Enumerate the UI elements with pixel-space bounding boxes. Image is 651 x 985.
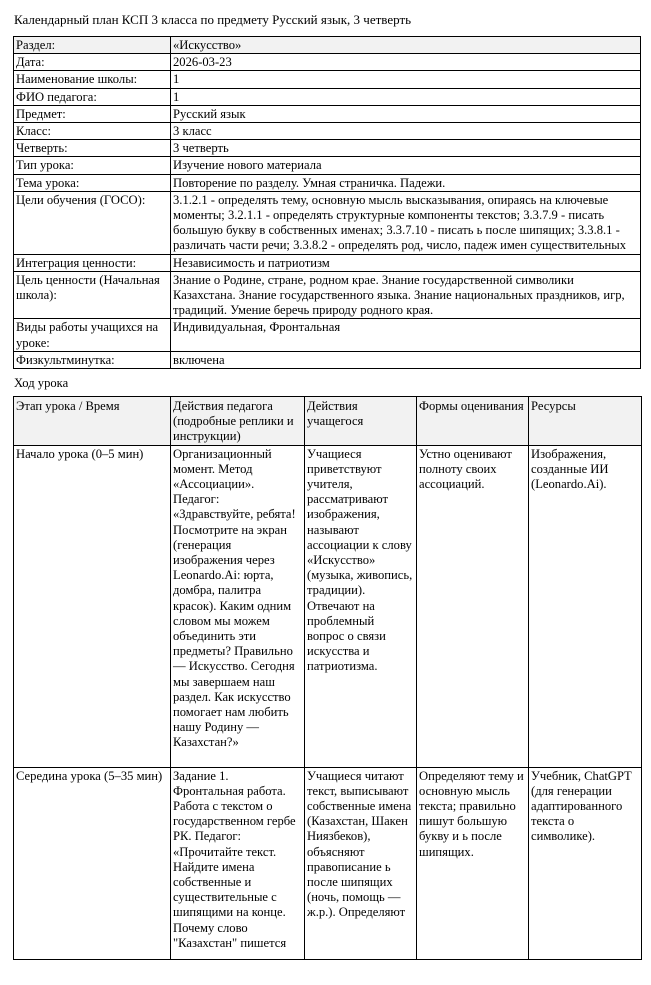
student-cell: Учащиеся читают текст, выписывают собственные имена (Казахстан, Шакен Ниязбеков), объясняют правописание ь после шипящих (ночь, помощь — ж.р.). Определяют <box>305 767 417 959</box>
info-value: Индивидуальная, Фронтальная <box>171 319 641 351</box>
info-label: Цели обучения (ГОСО): <box>14 191 171 254</box>
info-label: Физкультминутка: <box>14 351 171 368</box>
info-label: Четверть: <box>14 140 171 157</box>
header-resources: Ресурсы <box>529 397 642 446</box>
info-label: Дата: <box>14 54 171 71</box>
lesson-progress-heading: Ход урока <box>14 376 69 390</box>
info-label: Тема урока: <box>14 174 171 191</box>
resources-cell: Учебник, ChatGPT (для генерации адаптированного текста о символике). <box>529 767 642 959</box>
info-label: Цель ценности (Начальная школа): <box>14 271 171 319</box>
header-stage: Этап урока / Время <box>14 397 171 446</box>
info-label: Интеграция ценности: <box>14 254 171 271</box>
stage-cell: Середина урока (5–35 мин) <box>14 767 171 959</box>
header-assessment: Формы оценивания <box>417 397 529 446</box>
header-student: Действия учащегося <box>305 397 417 446</box>
stage-cell: Начало урока (0–5 мин) <box>14 445 171 767</box>
assessment-cell: Устно оценивают полноту своих ассоциаций. <box>417 445 529 767</box>
info-value: Независимость и патриотизм <box>171 254 641 271</box>
info-row <box>14 71 641 88</box>
info-row <box>14 54 641 71</box>
lesson-info-table <box>13 36 641 369</box>
info-label: Класс: <box>14 123 171 140</box>
table-row <box>14 767 642 959</box>
info-value: Повторение по разделу. Умная страничка. Падежи. <box>171 174 641 191</box>
info-row <box>14 351 641 368</box>
info-row <box>14 191 641 254</box>
info-row <box>14 123 641 140</box>
info-value: 3.1.2.1 - определять тему, основную мысль высказывания, опираясь на ключевые моменты; 3.2.1.1 - определять структурные компоненты текстов; 3.3.7.9 - писать большую букву в собственных именах; 3.3.7.10 - писать ь после шипящих; 3.3.8.1 - различать части речи; 3.3.8.2 - определять род, число, падеж имен существительных <box>171 191 641 254</box>
info-value: включена <box>171 351 641 368</box>
info-value: 2026-03-23 <box>171 54 641 71</box>
plan-header-row <box>14 397 642 446</box>
info-label: Раздел: <box>14 37 171 54</box>
info-label: Наименование школы: <box>14 71 171 88</box>
teacher-cell: Организационный момент. Метод «Ассоциации». Педагог: «Здравствуйте, ребята! Посмотрите на экран (генерация изображения через Leonardo.Ai: юрта, домбра, палитра красок). Каким одним словом мы можем объединить эти предметы? Правильно — Искусство. Сегодня мы завершаем наш раздел. Как искусство помогает нам любить нашу Родину — Казахстан?» <box>171 445 305 767</box>
info-value: 1 <box>171 71 641 88</box>
page-title: Календарный план КСП 3 класса по предмету Русский язык, 3 четверть <box>14 12 412 27</box>
info-row <box>14 105 641 122</box>
info-value: Изучение нового материала <box>171 157 641 174</box>
info-row <box>14 157 641 174</box>
lesson-plan-table <box>13 396 642 960</box>
info-value: Русский язык <box>171 105 641 122</box>
info-value: «Искусство» <box>171 37 641 54</box>
info-value: 3 класс <box>171 123 641 140</box>
info-row <box>14 37 641 54</box>
table-row <box>14 445 642 767</box>
info-row <box>14 140 641 157</box>
info-row <box>14 319 641 351</box>
teacher-cell: Задание 1. Фронтальная работа. Работа с текстом о государственном гербе РК. Педагог: «Прочитайте текст. Найдите имена собственные и существительные с шипящими на конце. Почему слово "Казахстан" пишется <box>171 767 305 959</box>
info-value: 1 <box>171 88 641 105</box>
info-row <box>14 254 641 271</box>
info-value: Знание о Родине, стране, родном крае. Знание государственной символики Казахстана. Знание государственного языка. Знание национальных праздников, игр, традиций. Умение беречь природу родного края. <box>171 271 641 319</box>
info-value: 3 четверть <box>171 140 641 157</box>
info-row <box>14 174 641 191</box>
info-label: Предмет: <box>14 105 171 122</box>
info-label: Тип урока: <box>14 157 171 174</box>
info-label: Виды работы учащихся на уроке: <box>14 319 171 351</box>
assessment-cell: Определяют тему и основную мысль текста; правильно пишут большую букву и ь после шипящих. <box>417 767 529 959</box>
resources-cell: Изображения, созданные ИИ (Leonardo.Ai). <box>529 445 642 767</box>
info-row <box>14 271 641 319</box>
header-teacher: Действия педагога (подробные реплики и инструкции) <box>171 397 305 446</box>
info-row <box>14 88 641 105</box>
student-cell: Учащиеся приветствуют учителя, рассматривают изображения, называют ассоциации к слову «Искусство» (музыка, живопись, традиции). Отвечают на проблемный вопрос о связи искусства и патриотизма. <box>305 445 417 767</box>
info-label: ФИО педагога: <box>14 88 171 105</box>
